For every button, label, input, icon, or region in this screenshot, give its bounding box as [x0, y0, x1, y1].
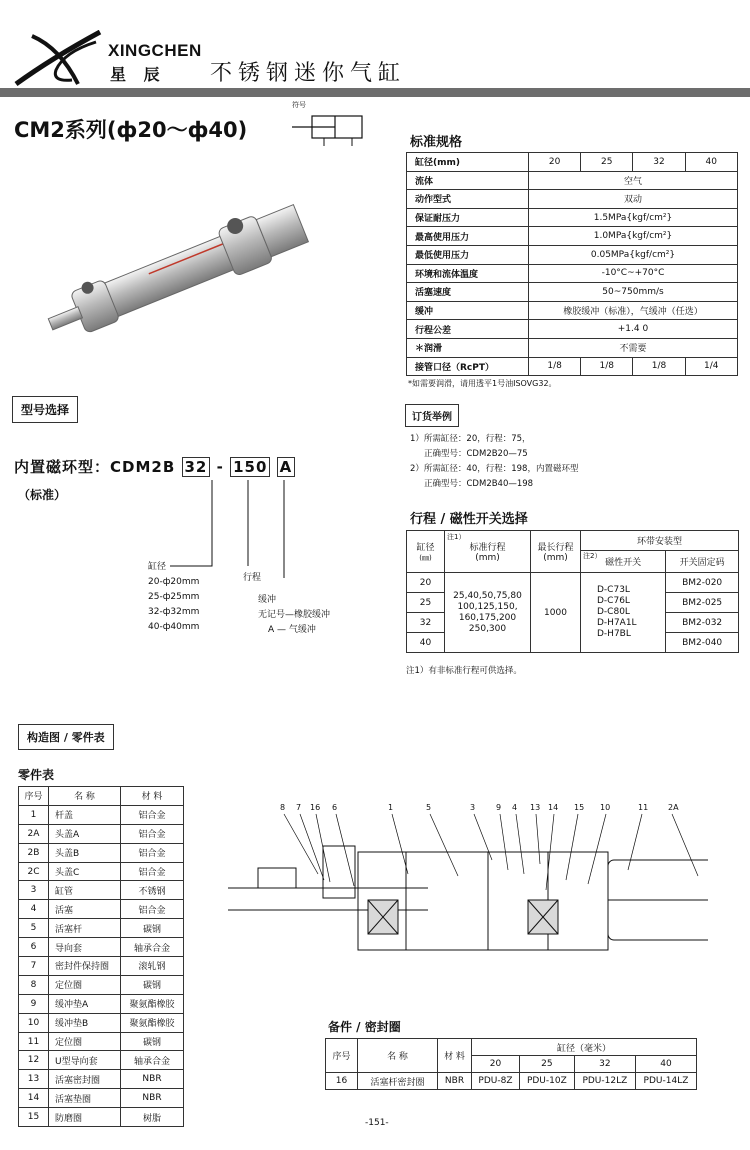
parts-row: 5 活塞杆 碳钢	[19, 919, 184, 938]
spare-table	[325, 1038, 697, 1090]
spec-cell: 1/4	[685, 357, 737, 376]
diagram-callout: 4	[512, 803, 518, 812]
parts-row: 13 活塞密封圈 NBR	[19, 1070, 184, 1089]
parts-row: 12 U型导向套 轴承合金	[19, 1051, 184, 1070]
spare-head-no: 序号	[326, 1039, 358, 1073]
spec-cell: 1/8	[529, 357, 581, 376]
spare-bore: 25	[519, 1056, 574, 1073]
spec-cell: 25	[581, 153, 633, 172]
bore-options	[148, 560, 199, 635]
model-dash: -	[216, 458, 224, 476]
spec-value: 空气	[529, 171, 738, 190]
spec-label: ＊润滑	[407, 338, 529, 357]
diagram-callout: 11	[638, 803, 649, 812]
parts-row: 1 杆盖 铝合金	[19, 805, 184, 824]
diagram-callout: 6	[332, 803, 338, 812]
spec-cell: 32	[633, 153, 685, 172]
symbol-label: 符号	[292, 101, 306, 109]
spare-title: 备件 / 密封圈	[328, 1020, 401, 1034]
travel-bore: 40	[407, 633, 445, 653]
travel-code: BM2-020	[666, 573, 739, 593]
diagram-callout: 16	[310, 803, 321, 812]
parts-row: 2B 头盖B 铝合金	[19, 843, 184, 862]
spec-label: 环境和流体温度	[407, 264, 529, 283]
spec-row	[407, 153, 738, 172]
spec-label: 动作型式	[407, 190, 529, 209]
cylinder-symbol-icon	[290, 108, 370, 148]
travel-switches: D-C73L D-C76L D-C80L D-H7A1L D-H7BL	[581, 573, 666, 653]
spare-bore: 32	[574, 1056, 635, 1073]
spec-label: 最高使用压力	[407, 227, 529, 246]
spec-label: 活塞速度	[407, 283, 529, 302]
spec-label: 流体	[407, 171, 529, 190]
xingchen-logo-icon	[12, 30, 104, 88]
cushion-label: 缓冲	[258, 595, 277, 605]
spec-cell: 1/8	[581, 357, 633, 376]
order-line: 正确型号：CDM2B20—75	[424, 449, 528, 459]
diagram-callout: 5	[426, 803, 432, 812]
travel-code: BM2-032	[666, 613, 739, 633]
brand-name-cn: 星 辰	[110, 65, 166, 84]
travel-head-max: 最长行程 (mm)	[531, 531, 581, 573]
spec-label: 接管口径（RcPT）	[407, 357, 529, 376]
stroke-label: 行程	[243, 573, 262, 583]
spec-title: 标准规格	[410, 135, 463, 150]
model-bore-code: 32	[182, 457, 211, 477]
structure-box: 构造图 / 零件表	[18, 724, 114, 750]
travel-bore: 20	[407, 573, 445, 593]
diagram-callout: 10	[600, 803, 611, 812]
parts-head: 材 料	[121, 787, 184, 806]
spec-cell: 40	[685, 153, 737, 172]
travel-table	[406, 530, 739, 653]
parts-row: 15 防磨圈 树脂	[19, 1108, 184, 1127]
travel-std-strokes: 25,40,50,75,80 100,125,150, 160,175,200 250,300	[445, 573, 531, 653]
travel-code: BM2-040	[666, 633, 739, 653]
spec-value: 1.5MPa{kgf/cm²}	[529, 208, 738, 227]
bore-option: 40-ф40mm	[148, 622, 200, 632]
travel-note: 注1）有非标准行程可供选择。	[406, 666, 522, 676]
model-prefix: 内置磁环型：CDM2B	[14, 458, 176, 476]
parts-row: 6 导向套 轴承合金	[19, 938, 184, 957]
diagram-callout: 3	[470, 803, 476, 812]
page-number: -151-	[365, 1118, 389, 1128]
diagram-callout: 14	[548, 803, 559, 812]
parts-row: 2C 头盖C 铝合金	[19, 862, 184, 881]
brand-name-en: XINGCHEN	[108, 41, 202, 60]
parts-row: 11 定位圈 碳钢	[19, 1032, 184, 1051]
spec-value: 橡胶缓冲（标准），气缓冲（任选）	[529, 301, 738, 320]
order-example-box: 订货举例	[405, 404, 459, 427]
model-cushion-code: A	[277, 457, 296, 477]
travel-head-switch: 注2） 磁性开关	[581, 551, 666, 573]
parts-row: 2A 头盖A 铝合金	[19, 824, 184, 843]
model-select-box: 型号选择	[12, 396, 78, 423]
parts-row: 7 密封件保持圈 滚轧钢	[19, 957, 184, 976]
cross-section-diagram	[228, 800, 708, 1000]
diagram-callout: 8	[280, 803, 286, 812]
bore-option: 20-ф20mm	[148, 577, 200, 587]
cushion-option: A — 气缓冲	[268, 625, 316, 635]
cushion-options	[258, 593, 330, 638]
travel-head-fixcode: 开关固定码	[666, 551, 739, 573]
spec-value: 1.0MPa{kgf/cm²}	[529, 227, 738, 246]
spec-value: -10°C~+70°C	[529, 264, 738, 283]
parts-row: 3 缸管 不锈钢	[19, 881, 184, 900]
parts-table	[18, 786, 184, 1127]
travel-bore: 32	[407, 613, 445, 633]
travel-code: BM2-025	[666, 593, 739, 613]
parts-head: 名 称	[49, 787, 121, 806]
diagram-callout: 13	[530, 803, 541, 812]
diagram-callout: 9	[496, 803, 502, 812]
travel-head-ring: 环带安装型	[581, 531, 739, 551]
spare-bore: 20	[472, 1056, 520, 1073]
order-line: 正确型号：CDM2B40—198	[424, 479, 534, 489]
bore-option: 32-ф32mm	[148, 607, 200, 617]
spare-head-name: 名 称	[358, 1039, 438, 1073]
model-standard: （标准）	[18, 488, 67, 502]
spec-table	[406, 152, 738, 376]
spec-label: 保证耐压力	[407, 208, 529, 227]
spec-value: 双动	[529, 190, 738, 209]
spec-note: *如需要润滑，请用透平1号油ISOVG32。	[408, 379, 557, 388]
travel-bore: 25	[407, 593, 445, 613]
order-example-lines	[410, 432, 578, 492]
spec-label: 行程公差	[407, 320, 529, 339]
travel-title: 行程 / 磁性开关选择	[410, 512, 528, 527]
diagram-callout: 15	[574, 803, 585, 812]
bore-label: 缸径	[148, 562, 167, 572]
parts-row: 9 缓冲垫A 聚氨酯橡胶	[19, 994, 184, 1013]
diagram-callout: 7	[296, 803, 302, 812]
model-stroke-code: 150	[230, 457, 270, 477]
diagram-callout: 2A	[668, 803, 679, 812]
parts-title: 零件表	[18, 768, 55, 782]
spec-label: 缓冲	[407, 301, 529, 320]
order-line: 1）所需缸径：20，行程：75，	[410, 434, 531, 444]
spec-value: 0.05MPa{kgf/cm²}	[529, 245, 738, 264]
parts-head: 序号	[19, 787, 49, 806]
spec-label: 缸径(mm)	[407, 153, 529, 172]
spec-cell: 20	[529, 153, 581, 172]
cylinder-product-image	[30, 190, 340, 335]
series-title: CM2系列(ф20～ф40)	[14, 118, 248, 142]
travel-max-stroke: 1000	[531, 573, 581, 653]
order-line: 2）所需缸径：40，行程：198，内置磁环型	[410, 464, 579, 474]
spec-value: +1.4 0	[529, 320, 738, 339]
spare-bore: 40	[635, 1056, 696, 1073]
travel-head-std: 注1） 标准行程 (mm)	[445, 531, 531, 573]
parts-row: 14 活塞垫圈 NBR	[19, 1089, 184, 1108]
header-divider	[0, 88, 750, 97]
diagram-callout: 1	[388, 803, 394, 812]
spec-cell: 1/8	[633, 357, 685, 376]
page-title: 不锈钢迷你气缸	[210, 61, 407, 86]
spec-label: 最低使用压力	[407, 245, 529, 264]
spare-row: 16 活塞杆密封圈 NBR PDU-8Z PDU-10Z PDU-12LZ PDU-14LZ	[326, 1073, 697, 1090]
cushion-option: 无记号—橡胶缓冲	[258, 610, 331, 620]
spec-value: 不需要	[529, 338, 738, 357]
parts-row: 10 缓冲垫B 聚氨酯橡胶	[19, 1013, 184, 1032]
spare-head-bore: 缸径（毫米）	[472, 1039, 697, 1056]
parts-row: 8 定位圈 碳钢	[19, 975, 184, 994]
model-code-line	[14, 456, 295, 477]
bore-option: 25-ф25mm	[148, 592, 200, 602]
travel-head-bore: 缸径 (㎜)	[407, 531, 445, 573]
spec-value: 50~750mm/s	[529, 283, 738, 302]
parts-row: 4 活塞 铝合金	[19, 900, 184, 919]
spare-head-mat: 材 料	[438, 1039, 472, 1073]
